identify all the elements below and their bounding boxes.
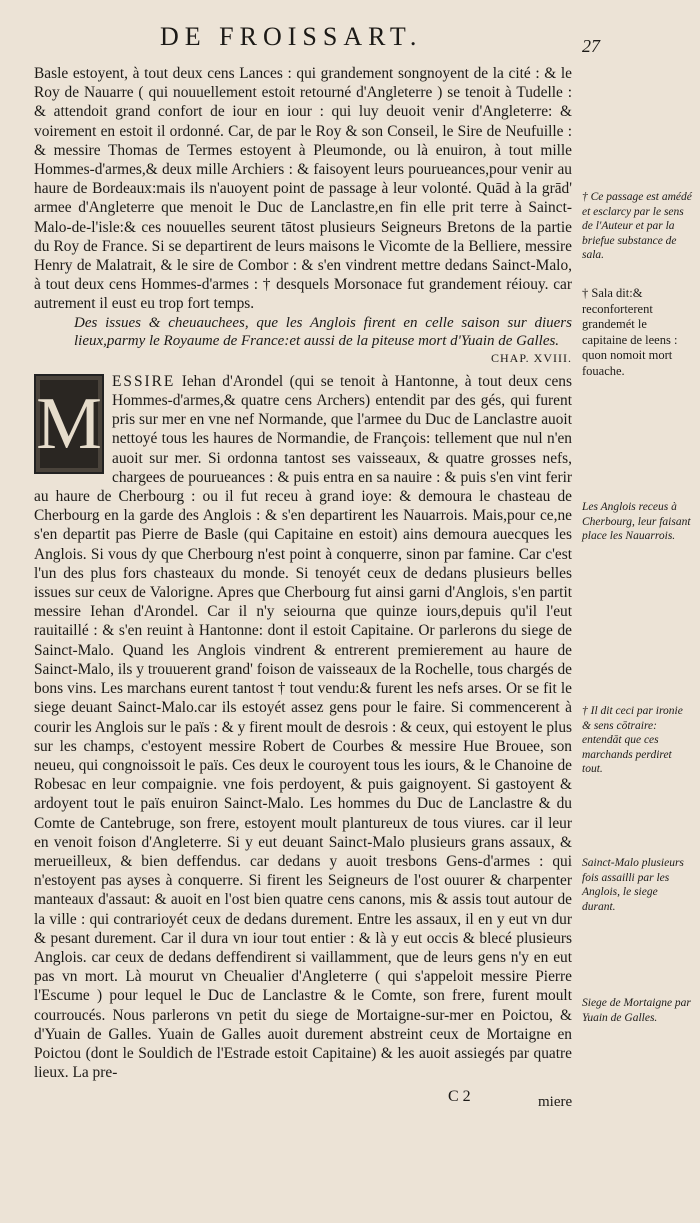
margin-note-2: † Sala dit:& reconforterent grandemét le capitaine de leens : quon nomoit mort fouache.	[582, 286, 678, 378]
margin-note-1: † Ce passage est amédé et esclarcy par le sens de l'Auteur et par la briefue substance de sala.	[582, 191, 692, 261]
chapter-heading: Des issues & cheuauchees, que les Anglois firent en celle saison sur diuers lieux,parmy le Royaume de France:et aussi de la piteuse mort d'Yuain de Galles.	[74, 314, 572, 350]
chapter-label: CHAP. XVIII.	[491, 350, 572, 365]
paragraph-1: Basle estoyent, à tout deux cens Lances : qui grandement songnoyent de la cité : & le Roy de Nauarre ( qui nouuellement estoit retourné d'Angleterre ) se tenoit à Tudelle : & attendoit grand confort de iour en iour : qui luy deuoit venir d'Angleterre: & voirement en estoit il ordonné. Car, de par le Roy & son Conseil, le Sire de Neufuille : & messire Thomas de Termes estoyent à Pleumonde, ou là enuiron, à tout mille Hommes-d'armes,& deux mille Archiers : & faisoyent leurs pourueances,pour venir au haure de Bordeaux:mais ils n'auoyent point de passage à leur volonté. Quād à la grād' armee d'Angleterre que menoit le Duc de Lanclastre,en fin elle prit terre à Sainct-Malo-de-l'isle:& ces nouuelles seurent tātost plusieurs Seigneurs Bretons de la partie du Roy de France. Si se departirent de leurs maisons le Vicomte de la Belliere, messire Henry de Malatrait, & le sire de Combor : & s'en vindrent mettre dedans Sainct-Malo, à tout deux cens Hommes-d'armes : † desquels Morsonace fut grandement réiouy. car autrement il eust eu trop fort temps.	[34, 65, 572, 313]
margin-note-5: Sainct-Malo plusieurs fois assailli par les Anglois, le siege durant.	[582, 857, 684, 913]
margin-note-4: † Il dit ceci par ironie & sens cōtraire: entendāt que ces marchands perdiret tout.	[582, 705, 683, 775]
catchword: miere	[538, 1094, 573, 1110]
folio-number: 27	[582, 36, 600, 56]
margin-note-6: Siege de Mortaigne par Yuain de Galles.	[582, 997, 691, 1024]
paragraph-2-text: Iehan d'Arondel (qui se tenoit à Hantonne, à tout deux cens Hommes-d'armes,& quatre cens Archers) entendit par des gés, qui furent pris sur mer en vne nef Normande, que l'armee du Duc de Lanclastre auoit nettoyé tous les haures de Normandie, de François: tellement que nul n'en auoit sur mer. Si ordonna tantost ses vaisseaux, & quatre grosses nefs, chargees de pourueances : & puis entra en sa nauire : & puis s'en vint ferir au haure de Cherbourg : ou il fut receu à grand ioye: & demoura le chasteau de Cherbourg en la garde des Anglois : & s'en departirent les Nauarrois. Mais,pour ce,ne s'en departit pas Pierre de Basle (qui Capitaine en estoit) ains demoura auecques les Anglois. Si vous dy que Cherbourg n'est point à conquerre, sinon par famine. Car c'est l'un des plus fors chasteaux du monde. Si tenoyét ceux de dedans plusieurs belles issues sur ceux de Valorigne. Apres que Cherbourg fut ainsi garni d'Anglois, s'en partit messire Iehan d'Arondel. Car il n'y seiourna que quinze iours,depuis qu'il l'eut rauitaillé : & s'en reuint à Hantonne: dont il estoit Capitaine. Or parlerons du siege de Sainct-Malo. Quand les Anglois vindrent & entrerent premierement au haure de Sainct-Malo, ils y trouuerent grand' foison de vaisseaux de la Rochelle, tous chargés de bons vins. Les marchans eurent tantost † tout vendu:& furent les nefs arses. Or se fit le siege deuant Sainct-Malo.car ils estoyét assez gens pour le faire. Si commencerent à courir les Anglois sur le païs : & y firent moult de desrois : & ceux, qui estoyent le plus sur les champs, c'estoyent messire Robert de Courbes & messire Hue Brouee, son neueu, qui congnoissoit le païs. Ces deux le couroyent tous les iours, & le Chanoine de Robesac en leur compaignie. vne fois perdoyent, & puis gaignoyent. Si gastoyent & ardoyent tout le païs enuiron Sainct-Malo. Les hommes du Duc de Lanclastre & du Comte de Cantebruge, son frere, estoyent moult plantureux de tous viures. car il leur en venoit foison d'Angleterre. Si y eut deuant Sainct-Malo plusieurs grans assaux, & merueilleux, & bien deffendus. car dedans y auoit tresbons Gens-d'armes : qui n'estoyent pas ayses à conquerre. Si firent les Seigneurs de l'ost ouurer & charpenter manteaux d'assaut: & auoit en l'ost bien quatre cens canons, mis & assis tout autour de la ville : qui contrarioyét ceux de dedans durement. Entre les assaux, il en y eut vn dur & pesant durement. Car il dura vn iour tout entier : & là y eut occis & blecé plusieurs Anglois. car ceux de dedans deffendirent si vaillamment, que de leurs gens n'y en eut pas vn mort. Là mourut vn Cheualier d'Angleterre ( qui s'appeloit messire Pierre l'Escume ) pour lequel le Duc de Lanclastre & le Comte, son frere, furent moult courroucés. Nous parlerons vn petit du siege de Mortaigne-sur-mer en Poictou, & d'Yuain de Galles. Yuain de Galles auoit durement abstreint ceux de Mortaigne en Poictou (dont le Souldich de l'Estrade estoit Capitaine) & les auoit assiegés par quatre lieux. La pre-	[34, 372, 572, 1082]
margin-note-3: Les Anglois receus à Cherbourg, leur faisant place les Nauarrois.	[582, 501, 691, 542]
running-head: DE FROISSART.	[160, 22, 423, 51]
opening-word: ESSIRE	[112, 372, 176, 390]
signature-mark: C 2	[448, 1088, 471, 1105]
paragraph-2	[34, 372, 572, 1083]
main-text-column	[34, 64, 572, 1082]
drop-cap-initial: M	[34, 374, 104, 474]
